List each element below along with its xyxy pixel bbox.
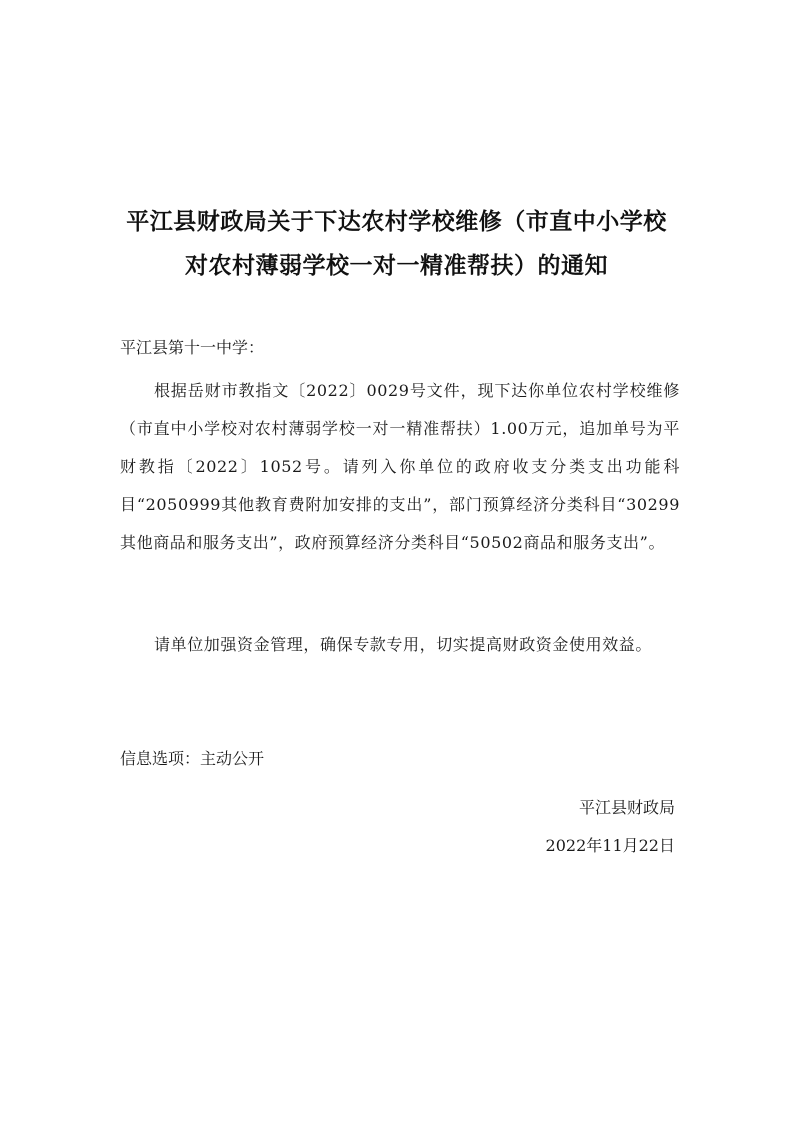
signer-organization: 平江县财政局 — [578, 798, 675, 817]
document-title-line-2: 对农村薄弱学校一对一精准帮扶）的通知 — [185, 253, 608, 279]
issue-date: 2022年11月22日 — [545, 836, 675, 855]
body-paragraph-1: 根据岳财市教指文〔2022〕0029号文件，现下达你单位农村学校维修（市直中小学校对农村薄弱学校一对一精准帮扶）1.00万元，追加单号为平财教指〔2022〕1052号。请列入你单位的政府收支分类支出功能科目“2050999其他教育费附加安排的支出”，部门预算经济分类科目“30299其他商品和服务支出”，政府预算经济分类科目“50502商品和服务支出”。 — [120, 381, 680, 552]
salutation: 平江县第十一中学： — [120, 338, 265, 357]
document-title-line-1: 平江县财政局关于下达农村学校维修（市直中小学校 — [126, 209, 667, 235]
disclosure-option: 信息选项：主动公开 — [120, 749, 265, 768]
body-paragraph-2: 请单位加强资金管理，确保专款专用，切实提高财政资金使用效益。 — [154, 635, 653, 654]
